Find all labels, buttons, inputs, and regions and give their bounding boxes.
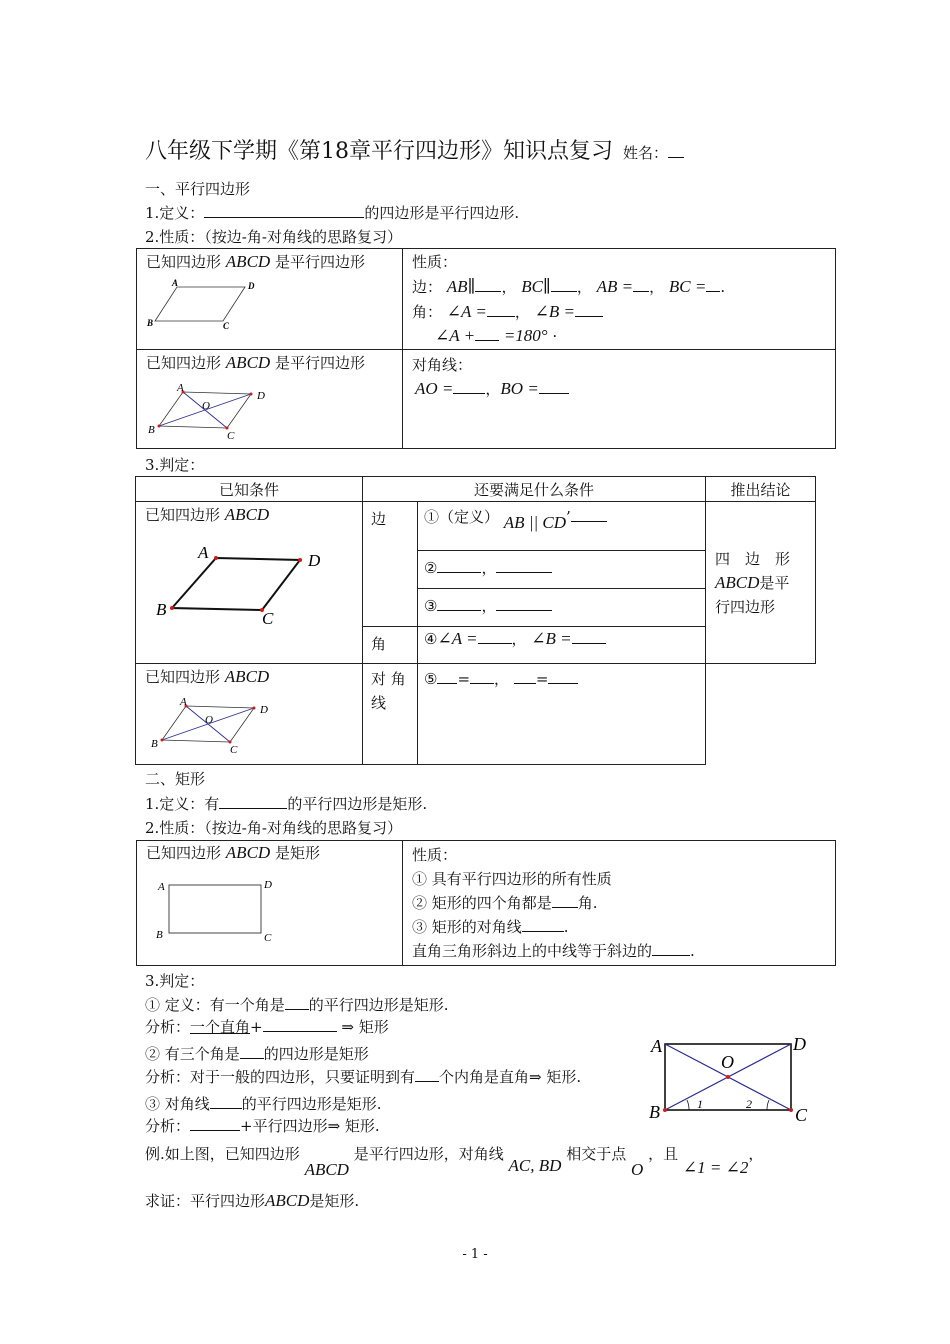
cell1-suffix: 是平行四边形 [274, 253, 365, 271]
judge2-analysis1: 分析：一个直角+ ⇒ 矩形 [145, 1018, 389, 1036]
angle-properties: 角： ∠A = ， ∠B = [412, 301, 603, 322]
judge1-heading: 3.判定： [145, 456, 205, 474]
col-given: 已知条件 [136, 477, 363, 502]
parallel-sign-1: ∥ [467, 277, 476, 296]
parallelogram-definition [145, 202, 519, 223]
rect-prop-3: ③ 矩形的对角线 . [412, 918, 569, 936]
prop-label: 性质： [412, 253, 458, 271]
cell2-math: ABCD [225, 353, 271, 372]
label-c: C [795, 1105, 808, 1125]
judge2-item2: ② 有三个角是 的四边形是矩形 [145, 1045, 369, 1063]
label-b: B [156, 929, 163, 941]
label-a: A [172, 278, 179, 288]
judge2-item1: ① 定义：有一个角是 的平行四边形是矩形. [145, 996, 449, 1014]
diag-category: 对 角 线 [363, 664, 418, 765]
r1-math: AB || CD [503, 513, 567, 532]
r1-prefix: ①（定义） [424, 508, 500, 526]
cell2-suffix: 是平行四边形 [274, 354, 365, 372]
side-bc: BC [521, 277, 543, 296]
given-cell-2 [136, 664, 363, 765]
rectangle-definition: 1.定义：有 的平行四边形是矩形. [145, 795, 428, 813]
def-suffix: 的四边形是平行四边形. [364, 204, 520, 222]
label-d: D [257, 390, 265, 402]
ex-math-2: AC, BD [508, 1156, 562, 1175]
label-d: D [308, 551, 321, 570]
parallelogram-figure-4 [150, 696, 275, 756]
angle-arc-1 [687, 1100, 689, 1110]
conc3: 行四边形 [715, 598, 776, 616]
name-label: 姓名： [623, 144, 669, 162]
label-a: A [198, 543, 209, 562]
col-condition: 还要满足什么条件 [363, 477, 706, 502]
condition-row-5: ⑤ = ， = [418, 664, 706, 765]
rectangle-figure-2 [645, 1030, 815, 1130]
label-a: A [158, 881, 165, 893]
label-o: O [202, 400, 210, 412]
title-text: 八年级下学期《第18章平行四边形》知识点复习 [145, 139, 613, 164]
parallel-sign-2: ∥ [542, 277, 551, 296]
eq-ab: AB = [596, 277, 634, 296]
given-math: ABCD [224, 505, 270, 524]
angle-a: ∠A = [446, 302, 487, 321]
angle-sum-prefix: ∠A + [435, 326, 476, 345]
cell1-text: 已知四边形 [146, 253, 222, 271]
underlined-right-angle: 一个直角 [190, 1018, 251, 1036]
rect-cell-math: ABCD [225, 843, 271, 862]
label-d: D [793, 1034, 806, 1054]
judge2-analysis3: 分析： +平行四边形⇒ 矩形. [145, 1117, 380, 1135]
prop-cell-figure-2 [137, 350, 403, 449]
side-properties: 边： AB∥ ， BC∥ ， AB = ， BC = . [412, 277, 726, 296]
label-b: B [156, 600, 167, 619]
condition-row-4: ④∠A = ， ∠B = [418, 627, 706, 664]
def-prefix: 1.定义： [145, 204, 205, 222]
col-conclusion: 推出结论 [706, 477, 816, 502]
prop-cell-sides-angles [403, 249, 836, 350]
diag-label: 对角线： [412, 356, 473, 374]
judge2-heading: 3.判定： [145, 972, 205, 990]
angle-b: ∠B = [534, 302, 575, 321]
rect-cell-properties: 性质： ① 具有平行四边形的所有性质 ② 矩形的四个角都是 角. ③ 矩形的对角线 . 直角三角形斜边上的中线等于斜边的 . [403, 841, 836, 966]
label-o: O [721, 1052, 734, 1072]
ex-math-4: ∠1 = ∠2 [682, 1158, 749, 1177]
angle-label-2: 2 [746, 1097, 752, 1111]
conc1: 四 边 形 [715, 550, 791, 568]
proof-math: ABCD [265, 1191, 310, 1210]
label-d: D [264, 879, 272, 891]
given-cell-1 [136, 502, 363, 664]
label-b: B [649, 1102, 660, 1122]
parallelogram-shape-3 [172, 558, 300, 610]
label-a: A [651, 1036, 662, 1056]
page-number: - 1 - [462, 1247, 488, 1262]
label-c: C [230, 744, 238, 756]
prop-cell-diagonals [403, 350, 836, 449]
rect-prop-2: ② 矩形的四个角都是 角. [412, 894, 598, 912]
proof-statement: 求证：平行四边形ABCD是矩形. [145, 1191, 360, 1210]
label-c: C [264, 932, 272, 944]
section2-heading: 二、矩形 [145, 770, 206, 788]
r4-a: ∠A = [437, 629, 478, 648]
ex-math-1: ABCD [304, 1160, 349, 1179]
side-label: 边： [412, 278, 443, 296]
angle-sum-suffix: =180° [503, 326, 548, 345]
label-b: B [151, 738, 158, 750]
r4-b: ∠B = [531, 629, 572, 648]
conclusion-cell [706, 502, 816, 664]
cell1-math: ABCD [225, 252, 271, 271]
def-blank [204, 203, 364, 218]
example-text: 例.如上图，已知四边形 ABCD 是平行四边形，对角线 AC, BD 相交于点 O ，且 ∠1 = ∠2， [145, 1145, 764, 1179]
parallelogram-figure-1 [145, 277, 265, 337]
condition-row-1: ①（定义） AB || CD’ [418, 502, 706, 551]
page-title [145, 134, 684, 165]
rect-prop-1: ① 具有平行四边形的所有性质 [412, 870, 612, 888]
given2-math: ABCD [224, 667, 270, 686]
prop-cell-figure-1 [137, 249, 403, 350]
label-d: D [260, 704, 268, 716]
diag-properties: AO = ，BO = [415, 378, 569, 399]
rectangle-shape [169, 885, 261, 933]
given-text: 已知四边形 [145, 506, 221, 524]
angle-arc-2 [767, 1100, 769, 1110]
angle-sum: ∠A + =180° · [435, 326, 558, 345]
condition-row-3: ③ ， [418, 589, 706, 627]
side-category: 边 [363, 502, 418, 627]
label-d: D [248, 281, 255, 291]
label-a: A [177, 382, 184, 394]
parallelogram-property-table [136, 248, 836, 449]
ex-math-3: O [631, 1160, 644, 1179]
label-a: A [180, 696, 187, 708]
rectangle-property-table [136, 840, 836, 966]
parallelogram-figure-2 [147, 382, 272, 442]
label-o: O [205, 714, 213, 726]
parallelogram-figure-3 [150, 538, 340, 648]
eq-bc: BC = [668, 277, 707, 296]
conc-math: ABCD [715, 573, 760, 592]
angle-label: 角： [412, 303, 443, 321]
parallelogram-judgement-table [135, 476, 816, 765]
cell2-text: 已知四边形 [146, 354, 222, 372]
section1-heading: 一、平行四边形 [145, 180, 251, 198]
label-c: C [227, 430, 235, 442]
rect-property-heading: 2.性质：（按边-角-对角线的思路复习） [145, 819, 402, 837]
label-c: C [262, 609, 274, 628]
angle-category: 角 [363, 627, 418, 664]
conc2: 是平 [759, 574, 790, 592]
judge2-item3: ③ 对角线 的平行四边形是矩形. [145, 1095, 382, 1113]
condition-row-2: ② ， [418, 551, 706, 589]
angle-label-1: 1 [697, 1097, 703, 1111]
name-blank [668, 143, 684, 158]
label-b: B [147, 318, 154, 328]
judge2-analysis2: 分析：对于一般的四边形，只要证明到有 个内角是直角⇒ 矩形. [145, 1068, 582, 1086]
diag-ao: AO = [415, 379, 454, 398]
property-heading: 2.性质：（按边-角-对角线的思路复习） [145, 228, 402, 246]
rectangle-figure-1 [153, 875, 283, 945]
parallelogram-shape [155, 287, 245, 321]
side-ab: AB [446, 277, 468, 296]
given2-text: 已知四边形 [145, 668, 221, 686]
rect-cell-figure: 已知四边形 ABCD 是矩形 A D B C [137, 841, 403, 966]
diag-bo: BO = [500, 379, 539, 398]
label-b: B [148, 424, 155, 436]
label-c: C [223, 321, 230, 331]
rect-prop-4: 直角三角形斜边上的中线等于斜边的 . [412, 942, 695, 960]
